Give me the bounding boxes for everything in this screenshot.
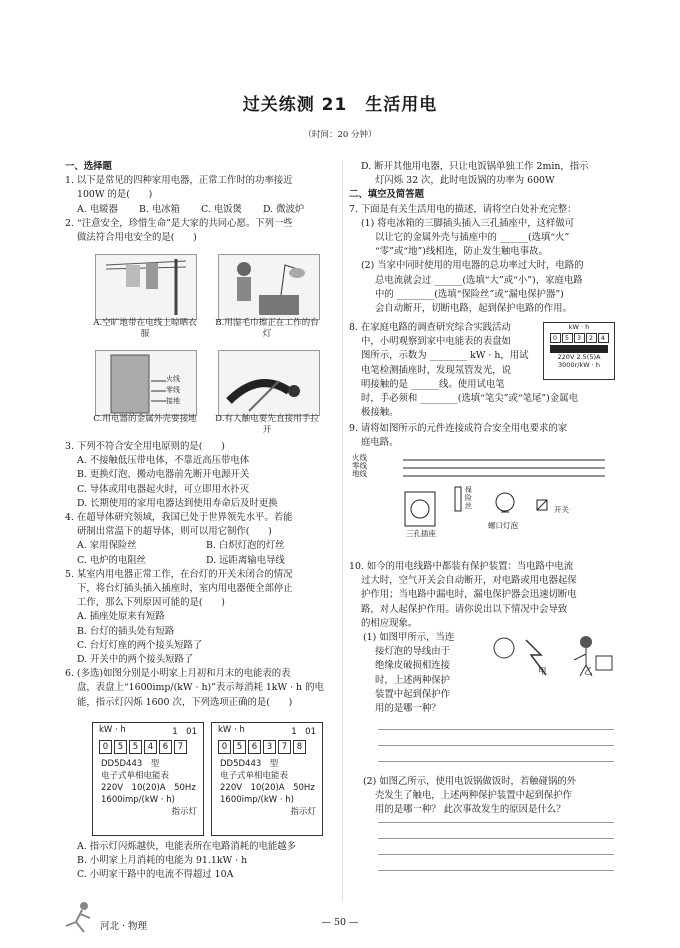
meter-digit: 0: [550, 333, 561, 343]
page-number: — 50 —: [321, 917, 359, 928]
q8-text: [349, 321, 541, 392]
answer-line[interactable]: [378, 838, 614, 839]
q10-part1-line6: 用的是哪一种？: [375, 703, 441, 715]
q10-line3: 护作用；当电路中漏电时，漏电保护器会迅速切断电: [361, 589, 577, 601]
meter-dial-icon: [550, 345, 608, 353]
meter-imp: 1600imp/(kW · h): [220, 795, 294, 805]
q6-option-c[interactable]: C. 小明家干路中的电流不得超过 10A: [77, 869, 234, 881]
q1-option-b[interactable]: B. 电冰箱: [139, 203, 180, 215]
q8-meter-unit: kW · h: [568, 323, 590, 331]
left-column: [65, 160, 335, 245]
q8-line7: 极接触。: [361, 407, 399, 419]
label-ground: 接地: [166, 397, 180, 405]
q5-option-c[interactable]: C. 台灯灯座的两个接头短路了: [77, 639, 203, 651]
meter-digit: 6: [159, 740, 172, 754]
q2-stem: 2. “注意安全，珍惜生命”是大家的共同心愿。下列一些: [65, 217, 293, 229]
q3-option-c[interactable]: C. 导体或用电器起火时，可立即用水扑灭: [77, 483, 250, 495]
q6-stem-2: 盘，表盘上“1600imp/(kW · h)”表示每消耗 1kW · h 的电: [77, 682, 324, 694]
q2-caption-c: C.用电器的金属外壳要接地: [93, 414, 197, 424]
q2-image-c-labels: [166, 374, 180, 407]
q2-image-c: [95, 350, 197, 416]
meter-digit: 5: [129, 740, 142, 754]
column-divider: [342, 160, 343, 900]
q10-part1: [363, 631, 483, 716]
q4-option-c[interactable]: C. 电炉的电阻丝: [77, 554, 147, 566]
label-ground-line: 地线: [352, 469, 367, 478]
q4-stem-2: 研制出常温下的超导体，则可以用它制作( ): [77, 526, 272, 538]
meter-unit: kW · h: [218, 725, 245, 735]
q4-options-row1: [65, 539, 335, 553]
left-column-q3-q6: [65, 440, 335, 710]
q3-option-d[interactable]: D. 长期使用的家用电器达到使用寿命后及时更换: [77, 497, 278, 509]
q2-stem-2: 做法符合用电安全的是( ): [77, 232, 197, 244]
label-lamp: 螺口灯泡: [488, 521, 518, 530]
q6-stem: 6. (多选)如图分别是小明家上月初和月末的电能表的表: [65, 668, 291, 680]
meter-imp: 1600imp/(kW · h): [101, 795, 175, 805]
meter-spec: 220V 10(20)A 50Hz: [220, 783, 315, 793]
meter-digit: 8: [293, 740, 306, 754]
label-fire: 火线: [166, 375, 180, 383]
meter-digit: 7: [278, 740, 291, 754]
label-socket: 三孔插座: [406, 529, 436, 538]
q10-part2-line2: 壳发生了触电，上述两种保护装置中起到保护作: [375, 790, 572, 802]
q8-line3: 图所示，示数为 ________ kW · h，用试: [361, 350, 529, 362]
q7-part1-2: 以让它的金属外壳与插座中的 ______(选填“火”: [375, 232, 570, 244]
label-zero: 零线: [166, 386, 180, 394]
q7-part2-3: 中的 ________(选填“保险丝”或“漏电保护器”): [375, 288, 564, 300]
time-limit: （时间：20 分钟）: [303, 130, 377, 140]
answer-line[interactable]: [378, 761, 614, 762]
q6-option-a[interactable]: A. 指示灯闪烁越快，电能表所在电路消耗的电能越多: [77, 841, 296, 852]
q2-caption-b: B.用湿毛巾擦正在工作的台灯: [215, 318, 319, 339]
q3-option-b[interactable]: B. 更换灯泡、搬动电器前先断开电源开关: [77, 469, 250, 481]
meter-digit: 4: [598, 333, 609, 343]
label-switch: 开关: [554, 505, 569, 514]
label-fire-line: 火线: [352, 453, 367, 462]
meter-digit: 3: [263, 740, 276, 754]
q10-part1-line2: 接灯泡的导线由于: [375, 646, 451, 658]
q5-stem: 5. 某室内用电器正常工作，在台灯的开关未闭合的情况: [65, 568, 293, 580]
label-zero-line: 零线: [352, 461, 367, 470]
meter-name: 电子式单相电能表: [101, 771, 170, 781]
meter-led: 指示灯: [171, 807, 197, 817]
q1-options: [65, 203, 335, 217]
q10-part2: [363, 775, 621, 818]
label-fuse: 保险丝: [465, 486, 472, 510]
q10-line1: 10. 如今的用电线路中都装有保护装置：当电路中电流: [349, 561, 574, 572]
q1-stem-2: 100W 的是( ): [77, 189, 153, 201]
answer-line[interactable]: [378, 822, 614, 823]
q6-options: [65, 840, 335, 883]
q4-option-d[interactable]: D. 远距离输电导线: [206, 554, 285, 566]
q1-stem: 1. 以下是常见的四种家用电器，正常工作时的功率接近: [65, 175, 293, 187]
meter-end-digits: [218, 740, 322, 754]
q5-option-a[interactable]: A. 插座处原来有短路: [77, 611, 165, 623]
q8-meter-spec: 220V 2.5(5)A: [557, 353, 601, 361]
q4-option-b[interactable]: B. 白炽灯泡的灯丝: [206, 540, 285, 552]
q7-part1-3: “零”或“地”)线相连，防止发生触电事故。: [375, 246, 548, 258]
q6-option-d-2: 灯闪烁 32 次，此时电饭锅的功率为 600W: [375, 175, 555, 187]
meter-digit: 5: [562, 333, 573, 343]
section-2-heading: 二、填空及简答题: [349, 189, 425, 201]
q10-figure-a-label: 甲: [538, 667, 547, 677]
meter-digit: 3: [574, 333, 585, 343]
q7-part2-4: 会自动断开，切断电路，起到保护电路的作用。: [375, 303, 572, 315]
meter-digit: 6: [248, 740, 261, 754]
q8-meter-spec2: 3000r/kW · h: [558, 361, 600, 369]
q8-meter: [543, 322, 615, 380]
q9-line2: 庭电路。: [361, 437, 399, 449]
meter-digit: 2: [586, 333, 597, 343]
meter-model: DD5D443 型: [101, 759, 160, 769]
q10-part1-line3: 绝缘皮破损相连接: [375, 660, 451, 672]
meter-digit: 5: [233, 740, 246, 754]
q8-text-b: [349, 392, 621, 420]
q8-line1: 8. 在家庭电路的调查研究综合实践活动: [349, 322, 511, 333]
q6-stem-3: 能，指示灯闪烁 1600 次，下列选项正确的是( ): [77, 696, 293, 708]
q5-stem-3: 工作，那么下列原因可能的是( ): [77, 597, 225, 609]
q10-line4: 路，对人起保护作用。请你说出以下情况中会导致: [361, 603, 568, 615]
q6-option-b[interactable]: B. 小明家上月消耗的电能为 91.1kW · h: [77, 855, 248, 867]
section-1-heading: 一、选择题: [65, 161, 112, 172]
q5-option-b[interactable]: B. 台灯的插头处有短路: [77, 625, 175, 637]
meter-digit: 7: [174, 740, 187, 754]
q4-stem: 4. 在超导体研究领域，我国已处于世界领先水平。若能: [65, 512, 293, 524]
meter-phase: 1 01: [172, 727, 197, 737]
meter-digit: 4: [144, 740, 157, 754]
q10-part1-line5: 装置中起到保护作: [375, 688, 451, 700]
q10-part1-line1: (1) 如图甲所示，当连: [363, 632, 455, 643]
q10-line5: 的相应现象。: [361, 617, 418, 629]
meter-led: 指示灯: [290, 807, 316, 817]
q7-stem: 7. 下面是有关生活用电的描述，请将空白处补充完整：: [349, 203, 577, 215]
answer-line[interactable]: [378, 854, 614, 855]
q5-option-d[interactable]: D. 开关中的两个接头短路了: [77, 654, 194, 666]
q10-figure-b-label: 乙: [584, 667, 593, 677]
footer-subject: 河北 · 物理: [100, 921, 148, 932]
meter-phase: 1 01: [291, 727, 316, 737]
q6-meter-end: [211, 722, 323, 836]
meter-digit: 0: [99, 740, 112, 754]
q7-part1: (1) 将电冰箱的三脚插头插入三孔插座中，这样做可: [361, 217, 575, 229]
q9-text: [349, 422, 621, 450]
q2-image-a: [95, 254, 197, 320]
q8-line5: 明接触的是 ______线。使用试电笔: [361, 378, 505, 390]
answer-line[interactable]: [378, 870, 614, 871]
q2-image-d: [218, 350, 320, 416]
q7-part2-2: 总电流就会过 ______(选填“大”或“小”)，家庭电路: [375, 274, 583, 286]
q6-option-d[interactable]: D. 断开其他用电器，只让电饭锅单独工作 2min，指示: [361, 161, 589, 172]
q9-wire-labels: [352, 454, 367, 478]
q10-part2-line3: 用的是哪一种？ 此次事故发生的原因是什么？: [375, 804, 566, 816]
q1-option-c[interactable]: C. 电饭煲: [201, 203, 242, 215]
q8-line4: 电笔检测插座时，发现氖管发光，说: [361, 364, 512, 376]
q10-part2-line1: (2) 如图乙所示，使用电饭锅做饭时，若触碰锅的外: [363, 776, 577, 787]
q4-options-row2: [65, 554, 335, 568]
meter-digit: 0: [218, 740, 231, 754]
meter-digit: 5: [114, 740, 127, 754]
q2-caption-d: D.有人触电要先直接用手拉开: [215, 414, 319, 435]
q4-option-a[interactable]: A. 家用保险丝: [77, 540, 137, 552]
q10-line2: 过大时，空气开关会自动断开，对电路或用电器起保: [361, 575, 577, 587]
answer-line[interactable]: [378, 729, 614, 730]
page-title: 过关练测 21 生活用电: [242, 95, 438, 115]
q3-option-a[interactable]: A. 不接触低压带电体，不靠近高压带电体: [77, 455, 250, 467]
meter-start-digits: [99, 740, 203, 754]
q9-line1: 9. 请将如图所示的元件连接成符合安全用电要求的家: [349, 423, 568, 434]
q2-caption-a: A.空旷地带在电线上晾晒衣服: [93, 318, 197, 339]
q2-image-b: [218, 254, 320, 320]
q7-part2: (2) 当家中同时使用的用电器的总功率过大时，电路的: [361, 260, 584, 272]
q10-part1-line4: 时，上述两种保护: [375, 674, 451, 686]
meter-unit: kW · h: [99, 725, 126, 735]
q10-text: [349, 560, 621, 631]
q3-stem: 3. 下列不符合安全用电原则的是( ): [65, 441, 225, 452]
meter-model: DD5D443 型: [220, 759, 279, 769]
q8-line2: 中，小明观察到家中电能表的表盘如: [361, 336, 512, 348]
meter-name: 电子式单相电能表: [220, 771, 289, 781]
q8-meter-digits: [544, 333, 614, 343]
q1-option-a[interactable]: A. 电暖器: [77, 203, 118, 215]
q5-stem-2: 下，将台灯插头插入插座时，室内用电器便全部停止: [77, 583, 293, 595]
q10-figures: [486, 630, 616, 680]
meter-spec: 220V 10(20)A 50Hz: [101, 783, 196, 793]
q1-option-d[interactable]: D. 微波炉: [263, 203, 305, 215]
q6-meter-start: [92, 722, 204, 836]
q8-line6: 时，手必须和 ________(选填“笔尖”或“笔尾”)金属电: [361, 393, 578, 404]
answer-line[interactable]: [378, 745, 614, 746]
right-column: [349, 160, 621, 316]
